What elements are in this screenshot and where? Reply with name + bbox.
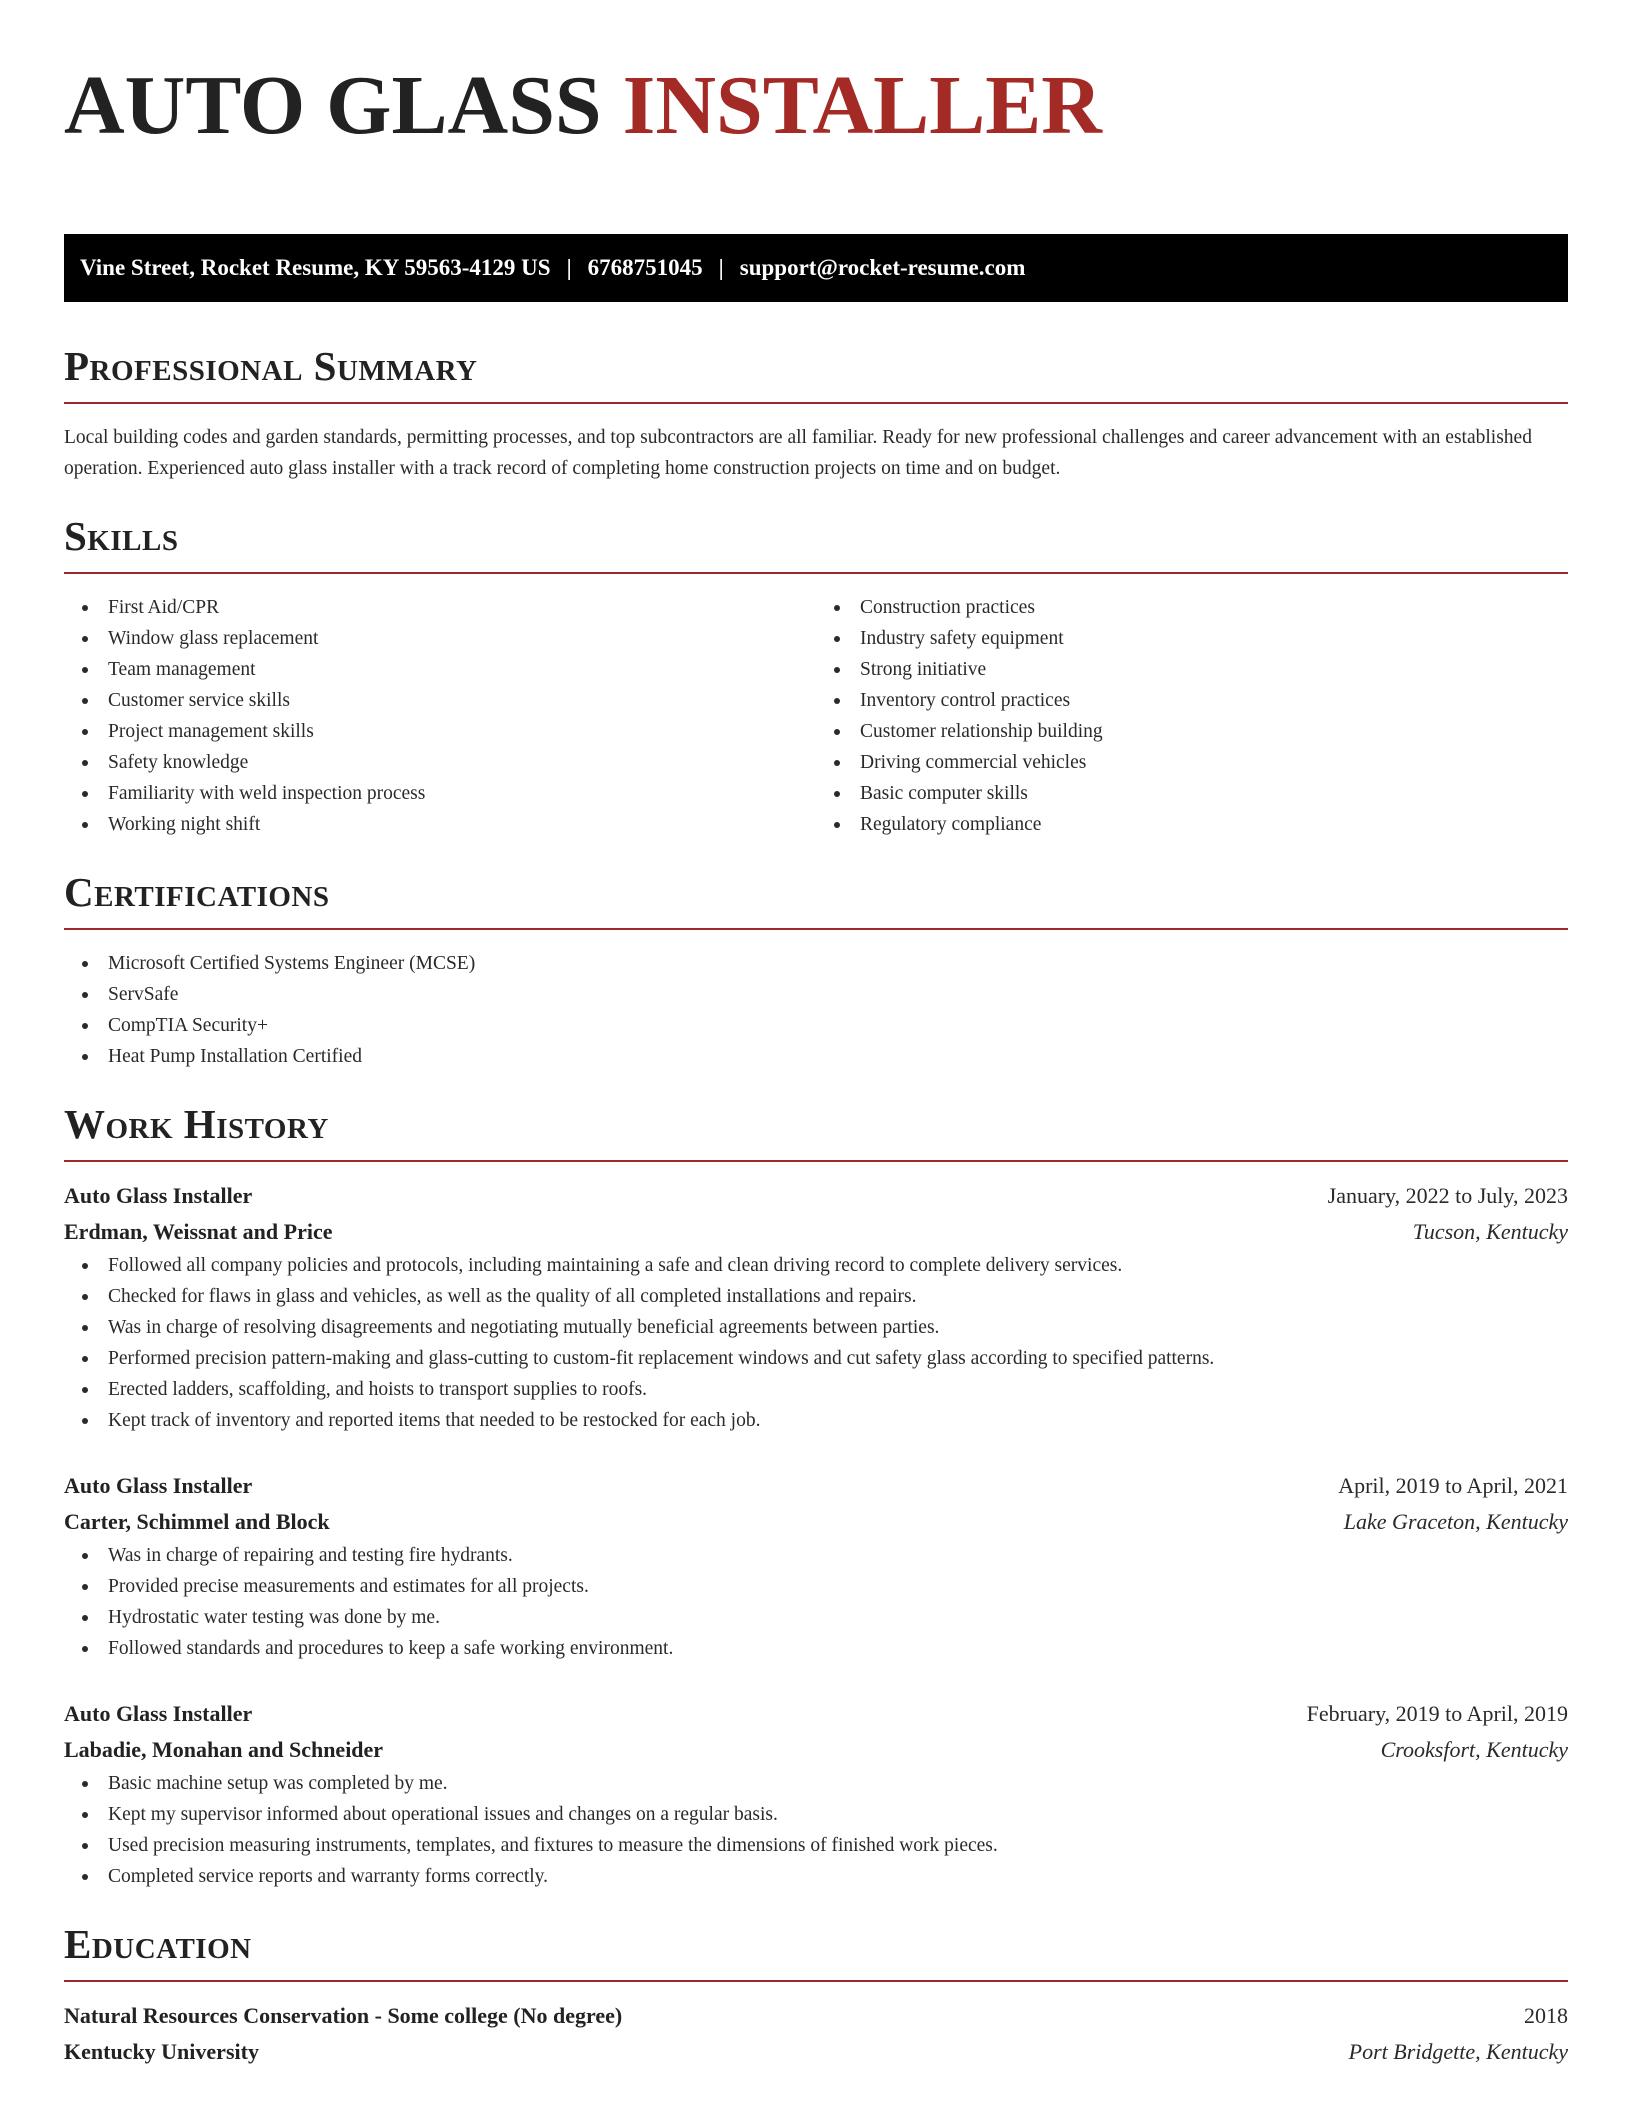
job-duty: Followed standards and procedures to keep a safe working environment. xyxy=(64,1633,1568,1664)
job-duty: Completed service reports and warranty forms correctly. xyxy=(64,1861,1568,1892)
education-degree: Natural Resources Conservation - Some college (No degree) xyxy=(64,2003,623,2028)
skill-item: Customer service skills xyxy=(64,685,816,716)
certification-item: CompTIA Security+ xyxy=(64,1010,1568,1041)
resume-name xyxy=(64,58,1568,170)
job-header xyxy=(64,1468,1568,1504)
education-title: Education xyxy=(64,1921,252,1967)
section-divider xyxy=(64,1160,1568,1162)
certifications-list xyxy=(64,948,1568,1072)
job-duty: Performed precision pattern-making and glass-cutting to custom-fit replacement windows and cut safety glass according to specified patterns. xyxy=(64,1343,1568,1374)
skill-item: Window glass replacement xyxy=(64,623,816,654)
skill-item: Customer relationship building xyxy=(816,716,1568,747)
section-divider xyxy=(64,928,1568,930)
job-company: Carter, Schimmel and Block xyxy=(64,1509,330,1534)
job-company: Labadie, Monahan and Schneider xyxy=(64,1737,384,1762)
education-year: 2018 xyxy=(1524,2003,1568,2028)
section-divider xyxy=(64,402,1568,404)
job-header xyxy=(64,1178,1568,1214)
certifications-title: Certifications xyxy=(64,869,330,915)
job-dates: April, 2019 to April, 2021 xyxy=(1338,1473,1568,1498)
education-entry xyxy=(64,1998,1568,2070)
contact-separator: | xyxy=(718,255,724,280)
skill-item: Driving commercial vehicles xyxy=(816,747,1568,778)
job-subheader xyxy=(64,1214,1568,1250)
certification-item: Heat Pump Installation Certified xyxy=(64,1041,1568,1072)
skill-item: Strong initiative xyxy=(816,654,1568,685)
job-dates: February, 2019 to April, 2019 xyxy=(1306,1701,1568,1726)
skills-section xyxy=(64,510,1568,840)
skill-item: First Aid/CPR xyxy=(64,592,816,623)
certification-item: Microsoft Certified Systems Engineer (MCSE) xyxy=(64,948,1568,979)
job-duty: Basic machine setup was completed by me. xyxy=(64,1768,1568,1799)
contact-phone: 6768751045 xyxy=(587,255,703,280)
job-subheader xyxy=(64,1732,1568,1768)
skill-item: Basic computer skills xyxy=(816,778,1568,809)
job-title: Auto Glass Installer xyxy=(64,1473,253,1498)
work-history-title: Work History xyxy=(64,1101,329,1147)
education-location: Port Bridgette, Kentucky xyxy=(1348,2039,1568,2064)
certifications-section xyxy=(64,866,1568,1072)
job-title: Auto Glass Installer xyxy=(64,1183,253,1208)
skills-columns xyxy=(64,592,1568,840)
work-history-section xyxy=(64,1098,1568,1892)
summary-section xyxy=(64,340,1568,484)
job-duty: Kept my supervisor informed about operational issues and changes on a regular basis. xyxy=(64,1799,1568,1830)
skills-list-right xyxy=(816,592,1568,840)
job-header xyxy=(64,1696,1568,1732)
contact-email: support@rocket-resume.com xyxy=(739,255,1026,280)
job-duty: Was in charge of resolving disagreements and negotiating mutually beneficial agreements between parties. xyxy=(64,1312,1568,1343)
skill-item: Working night shift xyxy=(64,809,816,840)
job-title: Auto Glass Installer xyxy=(64,1701,253,1726)
education-section xyxy=(64,1918,1568,2070)
skill-item: Industry safety equipment xyxy=(816,623,1568,654)
name-part-1: AUTO GLASS xyxy=(64,59,602,152)
job-dates: January, 2022 to July, 2023 xyxy=(1327,1183,1568,1208)
skill-item: Familiarity with weld inspection process xyxy=(64,778,816,809)
summary-text: Local building codes and garden standards, permitting processes, and top subcontractors are all familiar. Ready for new professional challenges and career advancement with an established operation. Experienced auto glass installer with a track record of completing home construction projects on time and on budget. xyxy=(64,427,1532,479)
job-duty: Erected ladders, scaffolding, and hoists to transport supplies to roofs. xyxy=(64,1374,1568,1405)
job-company: Erdman, Weissnat and Price xyxy=(64,1219,333,1244)
job-duties-list xyxy=(64,1540,1568,1664)
job-entry xyxy=(64,1178,1568,1436)
job-duty: Checked for flaws in glass and vehicles, as well as the quality of all completed installations and repairs. xyxy=(64,1281,1568,1312)
skill-item: Team management xyxy=(64,654,816,685)
job-entry xyxy=(64,1696,1568,1892)
job-duty: Hydrostatic water testing was done by me. xyxy=(64,1602,1568,1633)
skills-title: Skills xyxy=(64,513,179,559)
education-header xyxy=(64,1998,1568,2034)
certification-item: ServSafe xyxy=(64,979,1568,1010)
skill-item: Construction practices xyxy=(816,592,1568,623)
contact-bar xyxy=(64,234,1568,302)
job-entry xyxy=(64,1468,1568,1664)
job-duty: Kept track of inventory and reported items that needed to be restocked for each job. xyxy=(64,1405,1568,1436)
job-duties-list xyxy=(64,1768,1568,1892)
contact-separator: | xyxy=(566,255,572,280)
job-location: Crooksfort, Kentucky xyxy=(1380,1737,1568,1762)
job-location: Tucson, Kentucky xyxy=(1412,1219,1568,1244)
job-subheader xyxy=(64,1504,1568,1540)
job-duty: Used precision measuring instruments, templates, and fixtures to measure the dimensions of finished work pieces. xyxy=(64,1830,1568,1861)
contact-address: Vine Street, Rocket Resume, KY 59563-4129 US xyxy=(80,255,551,280)
job-location: Lake Graceton, Kentucky xyxy=(1343,1509,1568,1534)
skills-list-left xyxy=(64,592,816,840)
job-duty: Followed all company policies and protocols, including maintaining a safe and clean driving record to complete delivery services. xyxy=(64,1250,1568,1281)
education-school: Kentucky University xyxy=(64,2039,259,2064)
name-part-2: INSTALLER xyxy=(622,59,1102,152)
skill-item: Project management skills xyxy=(64,716,816,747)
education-subheader xyxy=(64,2034,1568,2070)
job-duty: Was in charge of repairing and testing fire hydrants. xyxy=(64,1540,1568,1571)
skill-item: Inventory control practices xyxy=(816,685,1568,716)
section-divider xyxy=(64,572,1568,574)
job-duties-list xyxy=(64,1250,1568,1436)
section-divider xyxy=(64,1980,1568,1982)
skill-item: Safety knowledge xyxy=(64,747,816,778)
summary-title: Professional Summary xyxy=(64,343,478,389)
skill-item: Regulatory compliance xyxy=(816,809,1568,840)
job-duty: Provided precise measurements and estimates for all projects. xyxy=(64,1571,1568,1602)
